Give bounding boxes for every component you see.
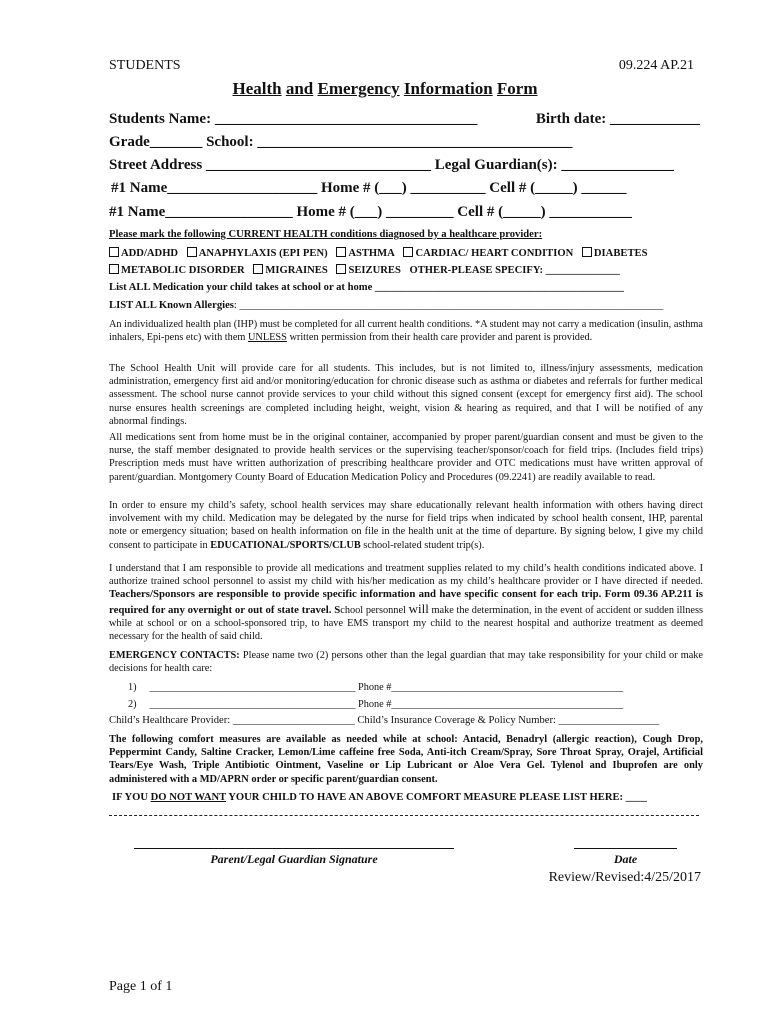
signature-label: Parent/Legal Guardian Signature [210, 852, 378, 866]
understand-paragraph: I understand that I am responsible to provide all medications and treatment supplies related to my child’s health conditions indicated above. I authorize trained school personnel to assist my child with his/her medication as my child’s healthcare provider or I have directed if needed. Teachers/Sponsors are responsible to provide specific information and have specific consent for each trip. Form 09.36 AP.211 is required for any overnight or out of state travel. School personnel will make the determination, in the event of accident or sudden illness while at school or on a school-sponsored trip, to have EMS transport my child to the nearest hospital and authorize treatment as deemed necessary for the health of said child. [109, 563, 703, 643]
title-word: Form [496, 79, 538, 98]
grade-school-field[interactable]: Grade_______ School: __________________________________________ [109, 134, 573, 150]
emergency-contact-1[interactable]: 1) ________________________________________ Phone #_____________________________________________ [128, 682, 624, 693]
condition-migraines[interactable]: MIGRAINES [253, 265, 327, 276]
condition-add-adhd[interactable]: ADD/ADHD [109, 248, 178, 259]
student-name-field[interactable]: Students Name: ___________________________________ [109, 111, 478, 127]
condition-asthma[interactable]: ASTHMA [336, 248, 395, 259]
checkbox[interactable] [403, 247, 413, 257]
emergency-label: EMERGENCY CONTACTS: [109, 650, 240, 661]
conditions-row-2 [109, 264, 700, 276]
emergency-contact-2[interactable]: 2) ________________________________________ Phone #_____________________________________________ [128, 699, 624, 710]
condition-cardiac[interactable]: CARDIAC/ HEART CONDITION [403, 248, 573, 259]
page-header [109, 58, 694, 74]
checkbox[interactable] [336, 264, 346, 274]
medications-paragraph: All medications sent from home must be in the original container, accompanied by proper parent/guardian consent and must be given to the nurse, the staff member designated to provide health services or the supervising teacher/sponsor/coach for field trips. (Includes field trips) Prescription meds must have written authorization of prescribing healthcare provider and OTC medications must have written approval of parent/guardian. Montgomery County Board of Education Medication Policy and Procedures (09.2241) are readily available to read. [109, 432, 703, 483]
divider [109, 815, 699, 816]
other-specify-field[interactable]: OTHER-PLEASE SPECIFY: ______________ [409, 265, 620, 276]
student-name-row [109, 111, 700, 128]
emergency-paragraph: EMERGENCY CONTACTS: Please name two (2) persons other than the legal guardian that may take responsibility for your child or make decisions for health care: [109, 650, 703, 675]
contact2-field[interactable]: #1 Name_________________ Home # (___) _________ Cell # (_____) ___________ [109, 204, 632, 220]
condition-diabetes[interactable]: DIABETES [582, 248, 648, 259]
checkbox[interactable] [109, 264, 119, 274]
condition-metabolic[interactable]: METABOLIC DISORDER [109, 265, 245, 276]
checkbox[interactable] [187, 247, 197, 257]
revised-date: Review/Revised:4/25/2017 [548, 870, 701, 885]
allergies-label: LIST ALL Known Allergies [109, 300, 234, 311]
header-left: STUDENTS [109, 58, 181, 73]
comfort-measures-paragraph: The following comfort measures are available as needed while at school: Antacid, Benadryl (allergic reaction), Cough Drop, Peppermint Candy, Saltine Cracker, Lemon/Lime caffeine free Soda, Anti-itch Cream/Spray, Sore Throat Spray, Orajel, Artificial Tears/Eye Wash, Triple Antibiotic Ointment, Vaseline or Lip Lubricant or Aloe Vera Gel. Tylenol and Ibuprofen are only administered with a MD/APRN order or specific parent/guardian consent. [109, 734, 703, 785]
safety-paragraph: In order to ensure my child’s safety, school health services may share educationally relevant health information with others having direct involvement with my child. Medication may be delegated by the nurse for field trips when indicated by school health consent, IHP, parental note or emergency situation; based on health information on file in the health unit at the time of departure. By signing below, I give my child consent to participate in EDUCATIONAL/SPORTS/CLUB school-related student trip(s). [109, 500, 703, 551]
checkbox[interactable] [336, 247, 346, 257]
form-title [0, 79, 770, 99]
checkbox[interactable] [109, 247, 119, 257]
title-word: Emergency [317, 79, 400, 98]
allergies-field[interactable]: : ________________________________________________________________________________ [233, 300, 664, 311]
date-label: Date [613, 852, 638, 866]
title-word: Health [232, 79, 282, 98]
signature-line[interactable] [134, 848, 454, 849]
conditions-header: Please mark the following CURRENT HEALTH conditions diagnosed by a healthcare provider: [109, 229, 543, 240]
birth-date-field[interactable]: Birth date: ____________ [535, 111, 700, 127]
do-not-want-field[interactable]: IF YOU DO NOT WANT YOUR CHILD TO HAVE AN ABOVE COMFORT MEASURE PLEASE LIST HERE: ____ [112, 792, 647, 803]
ihp-paragraph: An individualized health plan (IHP) must be completed for all current health conditions. *A student may not carry a medication (insulin, asthma inhalers, Epi-pens etc) with them UNLESS written permission from their health care provider and parent is provided. [109, 319, 703, 344]
medication-field[interactable]: List ALL Medication your child takes at school or at home _______________________________________________ [109, 282, 624, 293]
provider-insurance-field[interactable]: Child’s Healthcare Provider: _______________________ Child’s Insurance Coverage & Policy Number: ___________________ [109, 715, 660, 726]
conditions-row-1 [109, 247, 700, 259]
condition-anaphylaxis[interactable]: ANAPHYLAXIS (EPI PEN) [187, 248, 328, 259]
checkbox[interactable] [582, 247, 592, 257]
header-right: 09.224 AP.21 [618, 58, 694, 73]
checkbox[interactable] [253, 264, 263, 274]
date-line[interactable] [574, 848, 677, 849]
title-word: Information [403, 79, 493, 98]
street-legal-field[interactable]: Street Address ______________________________ Legal Guardian(s): _______________ [109, 157, 674, 173]
title-word: and [285, 79, 314, 98]
allergies-row [109, 300, 700, 311]
condition-seizures[interactable]: SEIZURES [336, 265, 400, 276]
page-number: Page 1 of 1 [109, 979, 173, 994]
health-unit-paragraph: The School Health Unit will provide care for all students. This includes, but is not limited to, illness/injury assessments, medication administration, emergency first aid and/or monitoring/education for chronic disease such as asthma or diabetes and referrals for further medical assessment. The school nurse cannot provide services to your child without this signed consent (except for emergency first aid). The school nurse ensures health screenings are completed including height, weight, vision & hearing as required, and that I will be notified of any abnormal findings. [109, 363, 703, 427]
contact1-field[interactable]: #1 Name____________________ Home # (___) __________ Cell # (_____) ______ [111, 180, 627, 196]
